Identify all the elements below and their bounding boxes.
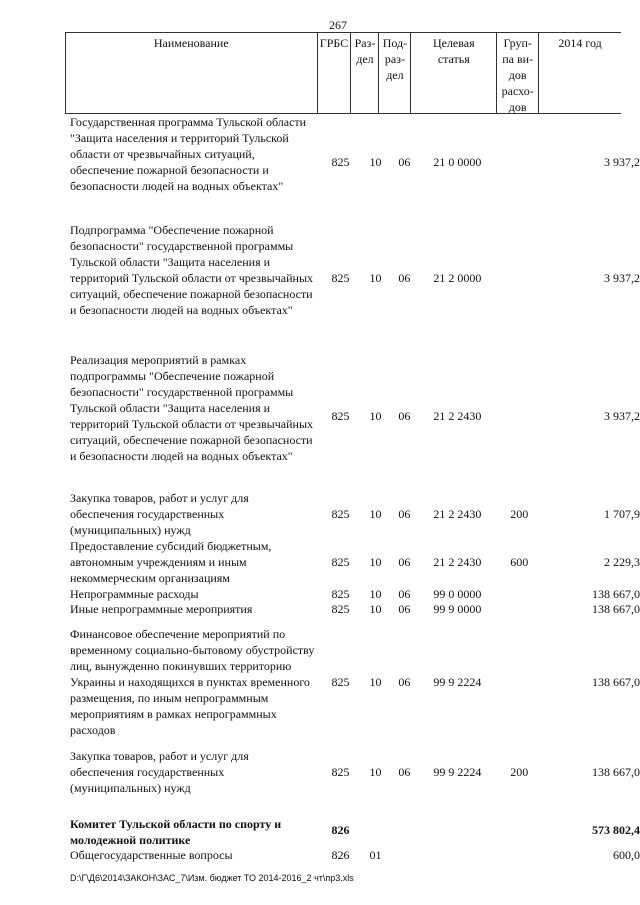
row-podrazdel: 06 — [398, 765, 411, 779]
header-tselevaya: Целевая статья — [411, 33, 497, 113]
row-gruppa: 200 — [510, 507, 529, 521]
row-razdel: 10 — [369, 409, 382, 423]
row-tselevaya: 99 9 2224 — [433, 675, 482, 689]
row-tselevaya: 21 2 2430 — [433, 555, 482, 569]
row-name: Непрограммные расходы — [70, 587, 199, 601]
row-podrazdel — [392, 847, 416, 863]
row-tselevaya: 99 0 0000 — [433, 587, 482, 601]
row-tselevaya: 99 9 2224 — [433, 765, 482, 779]
row-grbs: 825 — [331, 271, 350, 285]
row-grbs: 825 — [331, 155, 350, 169]
header-year: 2014 год — [558, 36, 602, 50]
row-name: Комитет Тульской области по спорту и молодежной политике — [70, 817, 282, 847]
row-name: Закупка товаров, работ и услуг для обеспечения государственных (муниципальных) нужд — [70, 749, 249, 795]
row-podrazdel: 06 — [398, 587, 411, 601]
row-name: Подпрограмма "Обеспечение пожарной безопасности" государственной программы Тульской области "Защита населения и территорий Тульской области от чрезвычайных ситуаций, обеспечение пожарной безопасности и безопасности людей на водных объектах" — [70, 223, 313, 317]
row-gruppa — [500, 816, 538, 848]
row-podrazdel: 06 — [398, 675, 411, 689]
row-name: Закупка товаров, работ и услуг для обеспечения государственных (муниципальных) нужд — [70, 491, 249, 537]
row-name: Общегосударственные вопросы — [70, 848, 233, 862]
row-grbs: 825 — [331, 409, 350, 423]
row-grbs: 825 — [331, 555, 350, 569]
row-tselevaya: 21 2 0000 — [433, 271, 482, 285]
row-value: 1 707,9 — [604, 507, 640, 521]
row-razdel: 10 — [369, 271, 382, 285]
table-row — [0, 816, 640, 848]
row-tselevaya: 21 2 2430 — [433, 507, 482, 521]
row-razdel: 10 — [369, 675, 382, 689]
header-gruppa: Груп- па ви- дов расхо- дов — [497, 33, 539, 113]
row-gruppa — [500, 352, 538, 464]
row-gruppa — [500, 586, 538, 602]
row-gruppa — [500, 114, 538, 194]
header-name: Наименование — [66, 33, 318, 113]
row-value: 2 229,3 — [604, 555, 640, 569]
row-podrazdel: 06 — [398, 155, 411, 169]
row-razdel: 10 — [369, 155, 382, 169]
table-row — [0, 586, 640, 602]
row-podrazdel: 06 — [398, 507, 411, 521]
table-row — [0, 626, 640, 738]
row-value: 3 937,2 — [604, 271, 640, 285]
row-grbs: 825 — [331, 602, 350, 616]
row-gruppa — [500, 626, 538, 738]
row-gruppa: 600 — [510, 555, 529, 569]
row-name: Иные непрограммные мероприятия — [70, 602, 253, 616]
row-razdel — [363, 816, 387, 848]
page-number: 267 — [329, 18, 347, 32]
row-grbs: 825 — [331, 587, 350, 601]
table-header — [65, 32, 621, 114]
header-podrazdel: Под- раз- дел — [379, 33, 411, 113]
row-tselevaya — [422, 847, 492, 863]
table-row — [0, 601, 640, 617]
row-tselevaya: 21 0 0000 — [433, 155, 482, 169]
table-row — [0, 352, 640, 464]
file-path-footer: D:\Г\Д6\2014\ЗАКОН\ЗАС_7\Изм. бюджет ТО 2014-2016_2 чт\пр3.xls — [70, 873, 354, 883]
row-value: 138 667,0 — [592, 675, 640, 689]
row-name: Государственная программа Тульской области "Защита населения и территорий Тульской области от чрезвычайных ситуаций, обеспечение пожарной безопасности и безопасности людей на водных объектах" — [70, 115, 307, 193]
row-value: 138 667,0 — [592, 602, 640, 616]
row-name: Предоставление субсидий бюджетным, автономным учреждениям и иным некоммерческим организациям — [70, 539, 272, 585]
row-gruppa — [500, 601, 538, 617]
row-gruppa: 200 — [510, 765, 529, 779]
row-grbs: 825 — [331, 765, 350, 779]
row-razdel: 10 — [369, 765, 382, 779]
table-row — [0, 222, 640, 318]
header-razdel: Раз- дел — [351, 33, 379, 113]
row-tselevaya: 21 2 2430 — [433, 409, 482, 423]
row-tselevaya: 99 9 0000 — [433, 602, 482, 616]
row-gruppa — [500, 847, 538, 863]
row-value: 3 937,2 — [604, 155, 640, 169]
row-tselevaya — [422, 816, 492, 848]
header-grbs: ГРБС — [318, 33, 352, 113]
row-razdel: 10 — [369, 507, 382, 521]
row-name: Финансовое обеспечение мероприятий по временному социально-бытовому обустройству лиц, вынужденно покинувших территорию Украины и находящихся в пунктах временного размещения, по иным непрограммным мероприятиям в рамках непрограммных расходов — [70, 627, 315, 737]
row-podrazdel: 06 — [398, 271, 411, 285]
row-razdel: 10 — [369, 555, 382, 569]
row-podrazdel: 06 — [398, 409, 411, 423]
row-podrazdel: 06 — [398, 602, 411, 616]
row-grbs: 825 — [331, 507, 350, 521]
row-podrazdel — [392, 816, 416, 848]
row-value: 138 667,0 — [592, 765, 640, 779]
table-row — [0, 490, 640, 538]
row-name: Реализация мероприятий в рамках подпрограммы "Обеспечение пожарной безопасности" государственной программы Тульской области "Защита населения и территорий Тульской области от чрезвычайных ситуаций, обеспечение пожарной безопасности и безопасности людей на водных объектах" — [70, 353, 313, 463]
table-row — [0, 847, 640, 863]
row-grbs: 826 — [331, 823, 350, 837]
table-row — [0, 538, 640, 586]
row-grbs: 826 — [331, 848, 350, 862]
row-razdel: 10 — [369, 587, 382, 601]
row-razdel: 01 — [369, 848, 382, 862]
row-value: 600,0 — [613, 848, 640, 862]
row-gruppa — [500, 222, 538, 318]
row-value: 138 667,0 — [592, 587, 640, 601]
row-grbs: 825 — [331, 675, 350, 689]
row-razdel: 10 — [369, 602, 382, 616]
row-podrazdel: 06 — [398, 555, 411, 569]
row-value: 3 937,2 — [604, 409, 640, 423]
table-row — [0, 748, 640, 796]
row-value: 573 802,4 — [592, 823, 640, 837]
table-row — [0, 114, 640, 194]
